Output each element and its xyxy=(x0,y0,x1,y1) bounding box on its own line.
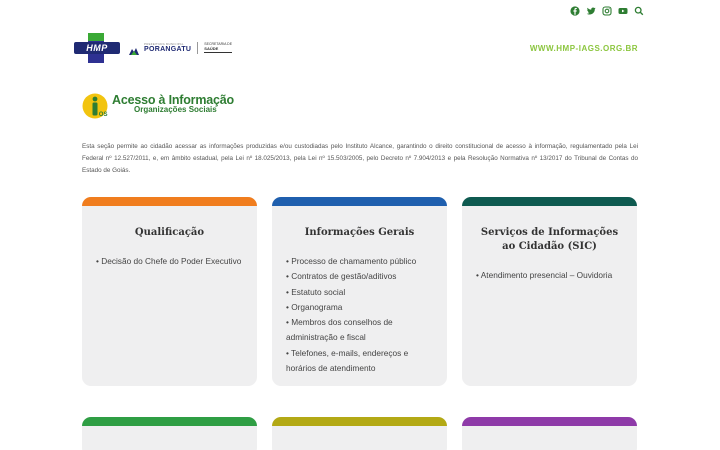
list-item[interactable]: • Decisão do Chefe do Poder Executivo xyxy=(96,256,242,266)
card-partial-olive[interactable] xyxy=(272,417,447,450)
list-item[interactable]: • Contratos de gestão/aditivos xyxy=(286,271,397,282)
card-stripe xyxy=(462,417,637,426)
saude-label: SAÚDE xyxy=(204,45,219,51)
search-icon[interactable] xyxy=(634,6,644,16)
intro-paragraph: Esta seção permite ao cidadão acessar as informações produzidas e/ou custodiadas pelo Instituto Alcance, garantindo o direito constitucional de acesso à informação, regulamentado pela Lei Federal nº 12.527/2011, e, em âmbito estadual, pela Lei nº 18.025/2013, pela Lei nº 15.503/2005, pelo Decreto nº 7.904/2013 e pela Resolução Normativa nº 13/2017 do Tribunal de Contas do Estado de Goiás. xyxy=(82,143,638,174)
card-stripe xyxy=(82,417,257,426)
secretaria-label: SECRETARIA DE xyxy=(204,41,233,46)
card-sic[interactable] xyxy=(462,197,637,386)
city-seal-icon xyxy=(128,43,140,53)
instagram-icon[interactable] xyxy=(602,6,612,16)
list-item[interactable]: • Membros dos conselhos de administração e fiscal xyxy=(286,317,393,343)
card-informacoes-gerais[interactable] xyxy=(272,197,447,386)
social-bar xyxy=(570,6,644,16)
city-prefix: PREFEITURA MUNICIPAL xyxy=(144,42,184,46)
card-title: Serviços de Informações ao Cidadão (SIC) xyxy=(480,227,619,252)
card-partial-purple[interactable] xyxy=(462,417,637,450)
site-header xyxy=(74,32,638,64)
youtube-icon[interactable] xyxy=(618,6,628,16)
card-title: Qualificação xyxy=(134,227,205,238)
banner-subtitle: Organizações Sociais xyxy=(134,105,217,115)
list-item[interactable]: • Estatuto social xyxy=(286,286,346,297)
hmp-logo[interactable] xyxy=(74,33,120,63)
porangatu-logo xyxy=(128,42,232,54)
logos xyxy=(74,33,232,63)
card-partial-green[interactable] xyxy=(82,417,257,450)
site-link[interactable]: WWW.HMP-IAGS.ORG.BR xyxy=(529,43,638,53)
card-stripe xyxy=(462,197,637,206)
hmp-logo-text: HMP xyxy=(86,43,108,53)
card-title: Informações Gerais xyxy=(304,227,415,238)
card-stripe xyxy=(272,417,447,426)
card-stripe xyxy=(272,197,447,206)
acesso-informacao-banner xyxy=(82,92,234,120)
city-name: PORANGATU xyxy=(144,46,192,53)
twitter-icon[interactable] xyxy=(586,6,596,16)
info-badge-icon xyxy=(82,92,110,120)
banner-title: Acesso à Informação xyxy=(112,92,234,107)
list-item[interactable]: • Telefones, e-mails, endereços e horários de atendimento xyxy=(286,347,409,374)
list-item[interactable]: • Organograma xyxy=(286,301,343,312)
card-list xyxy=(82,254,257,269)
card-stripe xyxy=(82,197,257,206)
facebook-icon[interactable] xyxy=(570,6,580,16)
card-list xyxy=(272,254,447,376)
list-item[interactable]: • Atendimento presencial – Ouvidoria xyxy=(476,270,613,280)
card-list xyxy=(462,268,637,283)
svg-text:OS: OS xyxy=(98,112,108,118)
card-qualificacao[interactable] xyxy=(82,197,257,386)
list-item[interactable]: • Processo de chamamento público xyxy=(286,256,417,266)
